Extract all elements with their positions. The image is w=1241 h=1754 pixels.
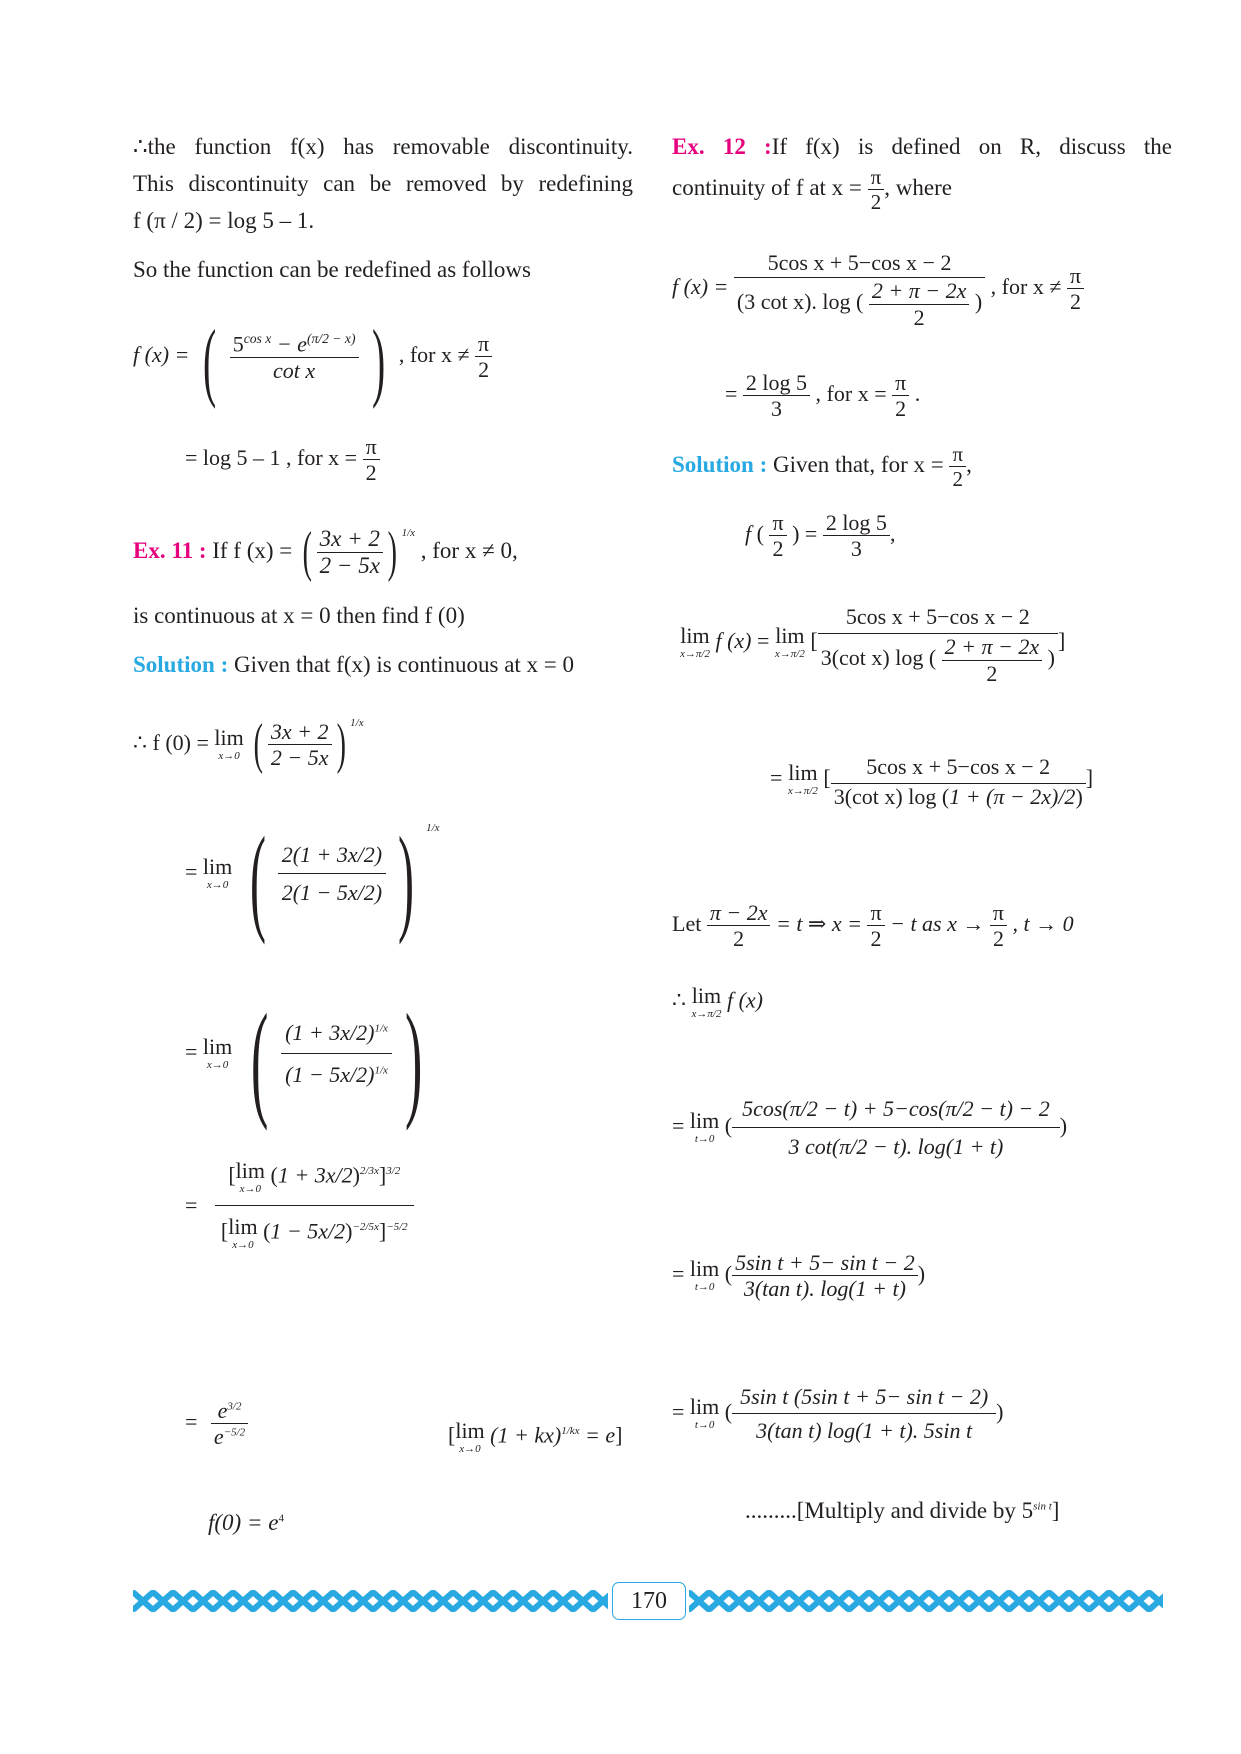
solution-step: ∴ f (0) = lim x→0 ( $\frac{3x + 2}{2 - 5x}$ ) $^{1/x}$	[133, 713, 364, 775]
example-12-heading: Ex. 12 :If f(x) is defined on R, discuss the	[672, 134, 1173, 159]
solution-line: Solution : Given that, for x = $\frac{\pi}{2}$ ,	[672, 442, 972, 492]
redefined-function-equation-2: = log 5 – 1 , for x = $\frac{\pi}{2}$	[185, 434, 380, 486]
page-number: 170	[612, 1582, 686, 1620]
paragraph-line: f (π / 2) = log 5 – 1.	[133, 208, 315, 233]
fraction: $\frac{5^{cos x} - e^{(\pi/2 - x)}}{\text{cot x}}$	[230, 331, 359, 383]
solution-line: Solution : Given that f(x) is continuous at x = 0	[133, 652, 575, 677]
page-footer	[133, 1582, 1163, 1620]
paragraph-line: This discontinuity can be removed by redefining	[133, 171, 633, 196]
solution-step: = $\frac{e^{3/2}}{e^{-5/2}}$	[185, 1398, 248, 1450]
substitution-line: Let $\frac{\pi - 2x}{2}$ = t ⇒ x = $\frac{\pi}{2}$ − t as x → $\frac{\pi}{2}$ , t → 0	[672, 900, 1074, 952]
solution-step: = [lim x→0 $(1 + 3x/2)^{2/3x}]^{3/2}$ [lim x→0 $(1 - 5x/2)^{-2/5x}]^{-5/2}$	[185, 1150, 414, 1261]
solution-step: = lim x→π/2 [ $\frac{\text{5cos x + 5−cos x − 2}}{\text{3(cot x) log (1 + (π − 2x)/2)}}$ ]	[770, 750, 1093, 810]
paragraph-line: continuity of f at x = $\frac{\pi}{2}$ , where	[672, 165, 952, 215]
piecewise-function: f (x) = 5cos x + 5−cos x − 2 (3 cot x). log ( $\frac{2 + \pi - 2x}{2}$ ) , for x ≠ $\frac{\pi}{2}$	[672, 248, 1084, 330]
solution-step: = lim t→0 ( $\frac{\text{5sin t (5sin t + 5− sin t − 2)}}{\text{3(tan t) log(1 + t). 5sin t}}$ )	[672, 1380, 1003, 1448]
paragraph-line: ∴the function f(x) has removable discontinuity.	[133, 134, 633, 159]
redefined-function-equation: f (x) = ( $\frac{5^{cos x} - e^{(\pi/2 - x)}}{\text{cot x}}$ ) , for x ≠ $\frac{\pi}{2}$	[133, 318, 492, 406]
right-column	[672, 128, 1172, 214]
left-column	[133, 128, 633, 288]
decorative-band-right	[689, 1590, 1163, 1612]
example-label: Ex. 12 :	[672, 134, 772, 159]
equation-condition: , for x ≠	[398, 342, 470, 367]
solution-step: = lim t→0 ( $\frac{\text{5sin t + 5− sin t − 2}}{\text{3(tan t). log(1 + t)}}$ )	[672, 1250, 926, 1302]
paragraph-line: So the function can be redefined as follows	[133, 257, 531, 282]
limit-note: [lim x→0 (1 + kx)$^{1/kx}$ = e]	[448, 1418, 623, 1455]
solution-label: Solution :	[133, 652, 229, 677]
example-11-heading: Ex. 11 : If f (x) = ( $\frac{3x + 2}{2 - 5x}$ ) $^{1/x}$ , for x ≠ 0,	[133, 521, 518, 583]
result: $f(0) = e^4$	[208, 1510, 284, 1535]
solution-step: ∴ lim x→π/2 f (x)	[672, 983, 763, 1020]
multiply-divide-note: .........[Multiply and divide by $5^{sin t}$]	[745, 1498, 1060, 1523]
paragraph-line: is continuous at x = 0 then find f (0)	[133, 603, 465, 628]
solution-step: lim x→π/2 f (x) = lim x→π/2 [ 5cos x + 5−cos x − 2 3(cot x) log ( $\frac{2 + \pi - 2x}{2}$ ) ]	[680, 600, 1065, 686]
solution-label: Solution :	[672, 451, 768, 477]
piecewise-function-2: = $\frac{2 \log 5}{3}$ , for x = $\frac{\pi}{2}$ .	[725, 370, 921, 422]
example-label: Ex. 11 :	[133, 538, 207, 563]
solution-step: = lim x→0 ( $\frac{2(1 + 3x/2)}{2(1 - 5x/2)}$ ) $^{1/x}$	[185, 812, 440, 945]
solution-step: = lim t→0 ( $\frac{5\cos(\pi/2 - t) + 5-\cos(\pi/2 - t) - 2}{3 \cot(\pi/2 - t). \log(1 + t)}$ )	[672, 1090, 1067, 1166]
solution-step: f ( $\frac{\pi}{2}$ ) = $\frac{2 \log 5}{3}$ ,	[745, 510, 896, 562]
equation-lhs: f (x) =	[133, 342, 190, 367]
solution-step: = lim x→0 ( $\frac{(1 + 3x/2)^{1/x}}{(1 - 5x/2)^{1/x}}$ )	[185, 988, 423, 1132]
decorative-band-left	[133, 1590, 608, 1612]
